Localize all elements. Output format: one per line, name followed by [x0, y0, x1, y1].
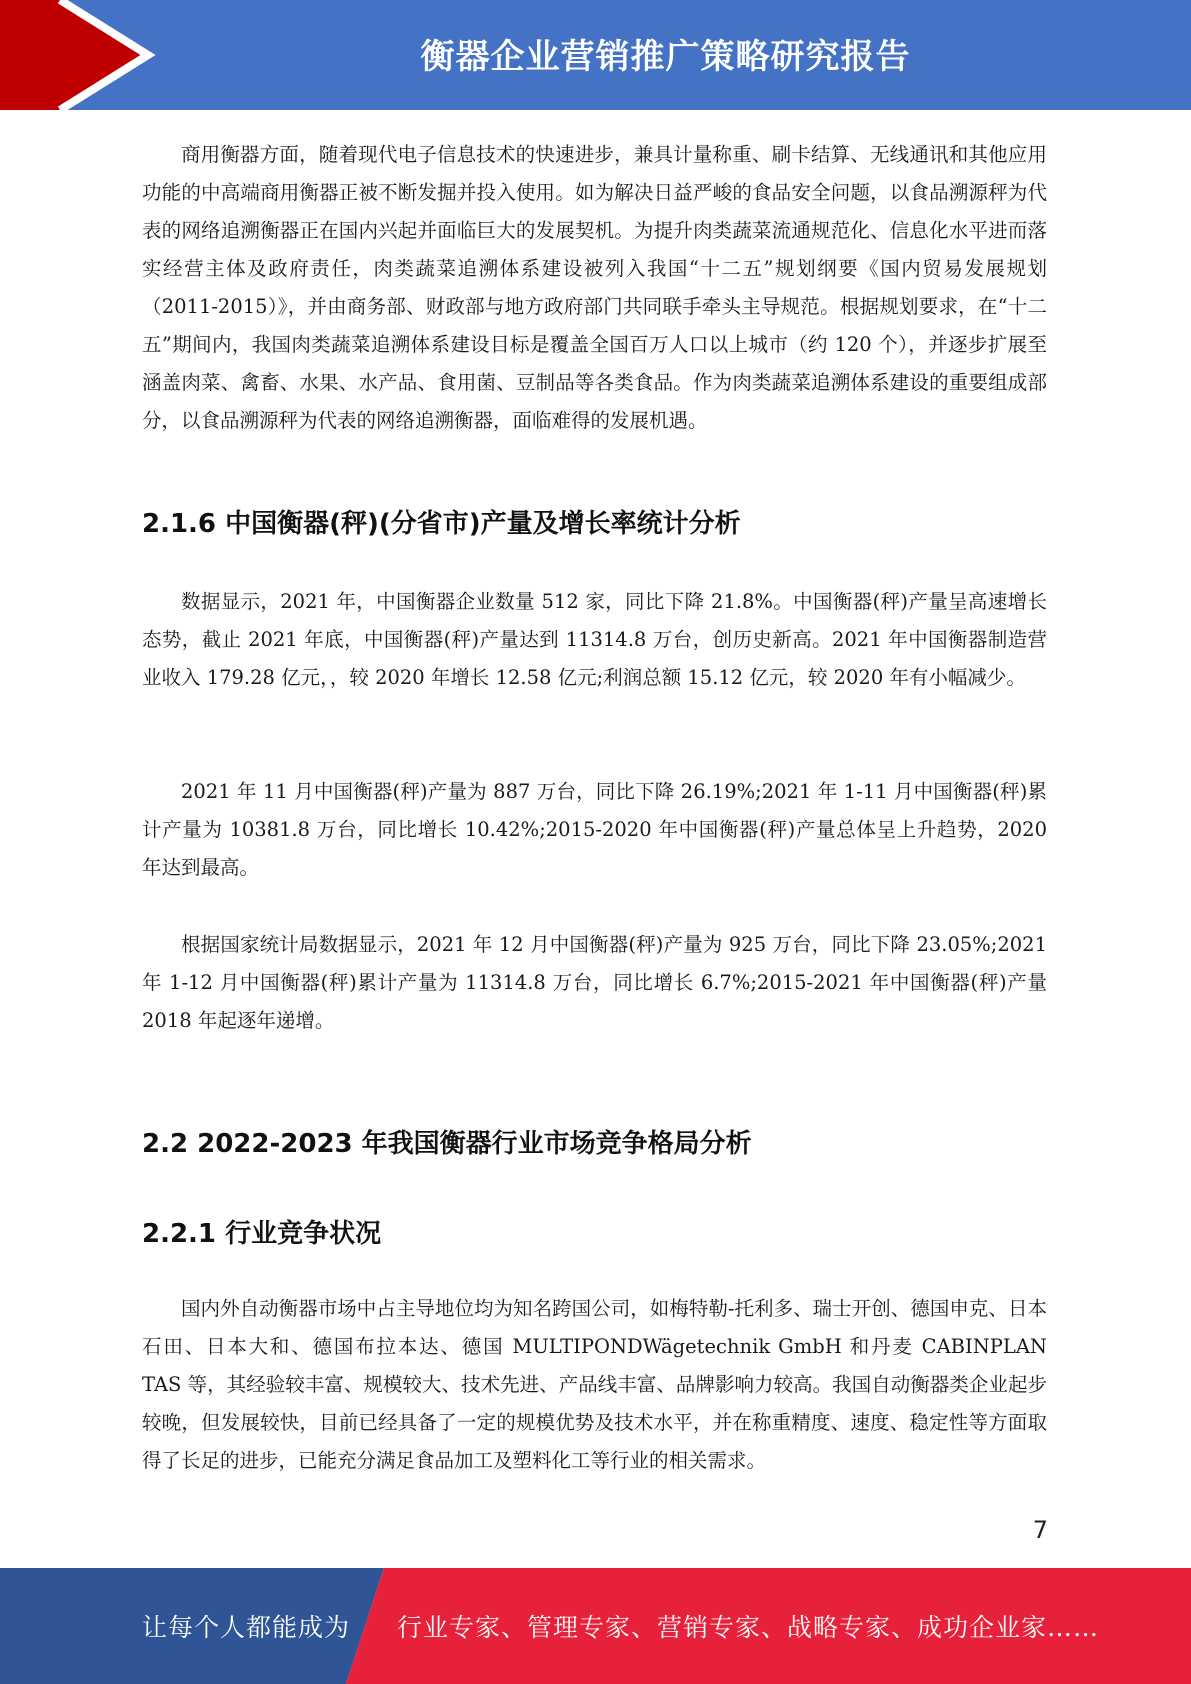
footer-slogan-right: 行业专家、管理专家、营销专家、战略专家、成功企业家……	[397, 1613, 1100, 1642]
heading-2-2: 2.2 2022-2023 年我国衡器行业市场竞争格局分析	[142, 1129, 752, 1159]
heading-2-1-6: 2.1.6 中国衡器(秤)(分省市)产量及增长率统计分析	[142, 509, 741, 539]
paragraph-competition: 国内外自动衡器市场中占主导地位均为知名跨国公司，如梅特勒-托利多、瑞士开创、德国申克、日本石田、日本大和、德国布拉本达、德国 MULTIPONDWägetechnik GmbH 和丹麦 CABINPLAN TAS 等，其经验较丰富、规模较大、技术先进、产品线丰富、品牌影响力较高。我国自动衡器类企业起步较晚，但发展较快，目前已经具备了一定的规模优势及技术水平，并在称重精度、速度、稳定性等方面取得了长足的进步，已能充分满足食品加工及塑料化工等行业的相关需求。	[142, 1297, 1047, 1472]
paragraph-nov-2021-output: 2021 年 11 月中国衡器(秤)产量为 887 万台，同比下降 26.19%;2021 年 1-11 月中国衡器(秤)累计产量为 10381.8 万台，同比增长 10.42%;2015-2020 年中国衡器(秤)产量总体呈上升趋势，2020 年达到最高。	[142, 780, 1047, 879]
page-number: 7	[1032, 1516, 1048, 1544]
report-title: 衡器企业营销推广策略研究报告	[420, 36, 911, 77]
page-footer	[0, 1568, 1191, 1684]
paragraph-dec-2021-output: 根据国家统计局数据显示，2021 年 12 月中国衡器(秤)产量为 925 万台，同比下降 23.05%;2021 年 1-12 月中国衡器(秤)累计产量为 11314.8 万台，同比增长 6.7%;2015-2021 年中国衡器(秤)产量 2018 年起逐年递增。	[142, 933, 1047, 1032]
page-header	[0, 0, 1191, 110]
heading-2-2-1: 2.2.1 行业竞争状况	[142, 1219, 382, 1249]
paragraph-commercial-scales: 商用衡器方面，随着现代电子信息技术的快速进步，兼具计量称重、刷卡结算、无线通讯和其他应用功能的中高端商用衡器正被不断发掘并投入使用。如为解决日益严峻的食品安全问题，以食品溯源秤为代表的网络追溯衡器正在国内兴起并面临巨大的发展契机。为提升肉类蔬菜流通规范化、信息化水平进而落实经营主体及政府责任，肉类蔬菜追溯体系建设被列入我国“十二五”规划纲要《国内贸易发展规划（2011-2015）》，并由商务部、财政部与地方政府部门共同联手牵头主导规范。根据规划要求，在“十二五”期间内，我国肉类蔬菜追溯体系建设目标是覆盖全国百万人口以上城市（约 120 个），并逐步扩展至涵盖肉菜、禽畜、水果、水产品、食用菌、豆制品等各类食品。作为肉类蔬菜追溯体系建设的重要组成部分，以食品溯源秤为代表的网络追溯衡器，面临难得的发展机遇。	[142, 143, 1047, 432]
paragraph-2021-data: 数据显示，2021 年，中国衡器企业数量 512 家，同比下降 21.8%。中国衡器(秤)产量呈高速增长态势，截止 2021 年底，中国衡器(秤)产量达到 11314.8 万台，创历史新高。2021 年中国衡器制造营业收入 179.28 亿元，，较 2020 年增长 12.58 亿元;利润总额 15.12 亿元，较 2020 年有小幅减少。	[142, 590, 1047, 689]
footer-slogan-left: 让每个人都能成为	[142, 1613, 351, 1642]
